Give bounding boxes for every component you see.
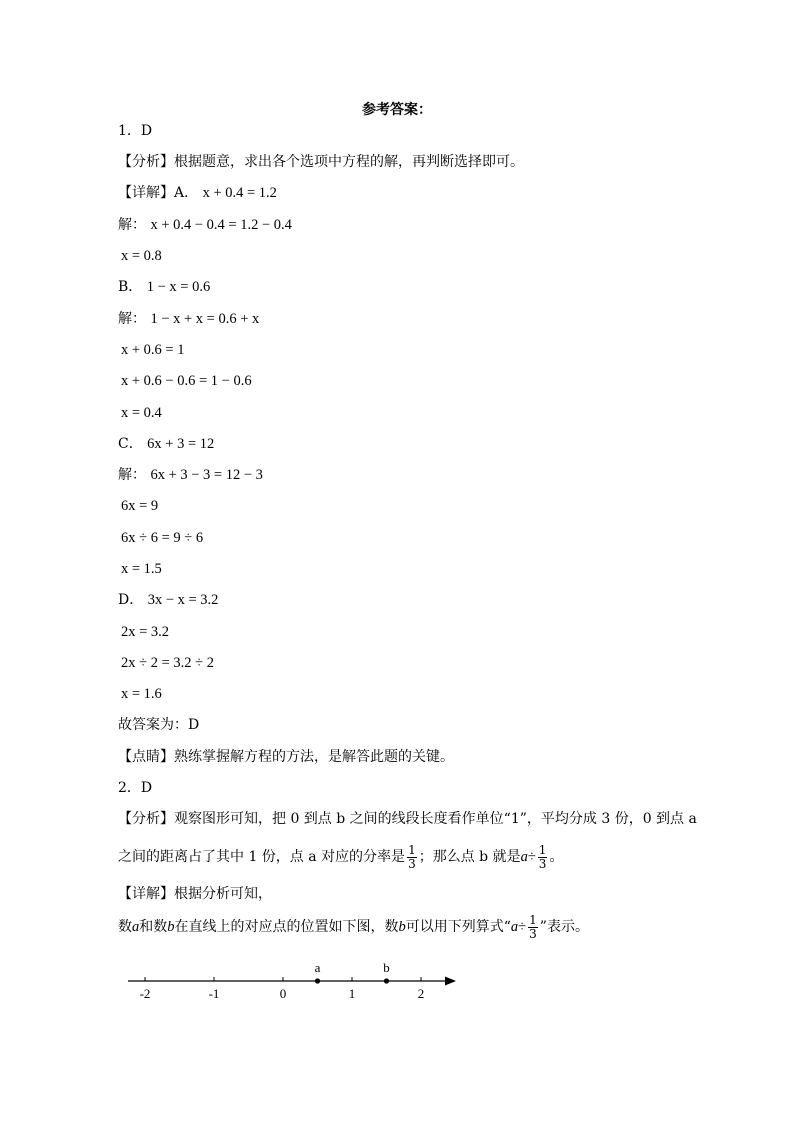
analysis-text: 。: [549, 849, 564, 865]
variable-b: b: [167, 919, 175, 935]
q1-c-step2: 6x = 9: [121, 498, 159, 514]
q1-comment: 【点睛】熟练掌握解方程的方法，是解答此题的关键。: [118, 749, 454, 765]
fraction-one-third: [528, 914, 538, 941]
fraction-denominator: 3: [538, 856, 547, 871]
fraction-denominator: 3: [408, 856, 416, 871]
detail-text: ”表示。: [539, 919, 589, 935]
q1-number: 1．D: [118, 123, 153, 139]
fraction-numerator: 1: [408, 842, 416, 857]
q1-b: [118, 278, 210, 296]
option-label: C．: [118, 436, 143, 452]
point-b-dot: [384, 978, 389, 983]
q1-a-step1: [118, 216, 292, 234]
fraction-one-third: [407, 844, 417, 871]
expression: [521, 849, 536, 865]
arrow-head-icon: [445, 977, 456, 986]
q1-analysis: 【分析】根据题意，求出各个选项中方程的解，再判断选择即可。: [118, 154, 524, 170]
tick-label: 1: [348, 986, 356, 1001]
q1-detail-prefix: 【详解】A．: [118, 185, 199, 201]
option-label: B．: [118, 279, 143, 295]
option-label: D．: [118, 592, 144, 608]
q1-d: [118, 591, 218, 609]
solve-prefix: 解：: [118, 311, 146, 327]
q1-c-step1: [118, 466, 263, 484]
detail-text: 数: [118, 919, 132, 935]
q1-answer: 故答案为：D: [118, 717, 200, 733]
tick-label: 2: [417, 986, 425, 1001]
q1-b-step2: x + 0.6 = 1: [121, 342, 185, 358]
q2-number: 2．D: [118, 780, 153, 796]
q1-c-step4: x = 1.5: [121, 561, 162, 577]
solve-prefix: 解：: [118, 217, 146, 233]
point-a-label: a: [314, 960, 321, 975]
q1-b-step3: x + 0.6 − 0.6 = 1 − 0.6: [121, 373, 252, 389]
q1-b-step1: [118, 310, 259, 328]
fraction-one-third: [538, 844, 548, 871]
q2-detail: 【详解】根据分析可知，: [118, 886, 272, 902]
option-equation: 6x + 3 = 12: [147, 436, 215, 452]
variable-a: a: [132, 919, 140, 935]
fraction-numerator: 1: [538, 842, 547, 857]
variable-a: a: [520, 849, 528, 865]
equation-step: 1 − x + x = 0.6 + x: [150, 311, 260, 327]
number-line: [0, 955, 794, 1015]
point-b-label: b: [383, 960, 390, 975]
tick-label: 0: [279, 986, 287, 1001]
detail-text: 在直线上的对应点的位置如下图，数: [174, 919, 399, 935]
q1-d-step2: 2x ÷ 2 = 3.2 ÷ 2: [121, 655, 214, 671]
q2-analysis-line1: 【分析】观察图形可知，把 0 到点 b 之间的线段长度看作单位“1”，平均分成 3 份，0 到点 a: [118, 811, 697, 827]
tick-label: -1: [208, 986, 220, 1001]
equation-step: x + 0.4 − 0.4 = 1.2 − 0.4: [150, 217, 292, 233]
point-a-dot: [315, 978, 320, 983]
q2-analysis-line2: [118, 842, 563, 872]
fraction-denominator: 3: [529, 926, 537, 941]
detail-text: 和数: [139, 919, 168, 935]
q1-a-equation: x + 0.4 = 1.2: [202, 185, 277, 201]
tick-label: -2: [139, 986, 151, 1001]
analysis-text: 之间的距离占了其中 1 份，点 a 对应的分率是: [118, 849, 406, 865]
option-equation: 3x − x = 3.2: [147, 592, 219, 608]
q1-detail-a: [118, 184, 277, 202]
q1-c: [118, 435, 214, 453]
option-equation: 1 − x = 0.6: [146, 279, 211, 295]
q1-d-step3: x = 1.6: [121, 686, 162, 702]
equation-step: 6x + 3 − 3 = 12 − 3: [150, 467, 263, 483]
q1-b-step4: x = 0.4: [121, 405, 162, 421]
divide-sign: ÷: [518, 919, 527, 935]
fraction-numerator: 1: [529, 912, 537, 927]
q1-c-step3: 6x ÷ 6 = 9 ÷ 6: [121, 530, 204, 546]
expression: [511, 919, 526, 935]
q1-d-step1: 2x = 3.2: [121, 624, 170, 640]
detail-text: 可以用下列算式“: [405, 919, 511, 935]
q2-detail-line2: [118, 912, 589, 942]
page-title: 参考答案：: [362, 102, 432, 118]
variable-a: a: [510, 919, 519, 935]
q1-a-step2: x = 0.8: [121, 248, 162, 264]
divide-sign: ÷: [527, 849, 536, 865]
solve-prefix: 解：: [118, 467, 146, 483]
variable-b: b: [398, 919, 406, 935]
analysis-text: ；那么点 b 就是: [418, 849, 521, 865]
